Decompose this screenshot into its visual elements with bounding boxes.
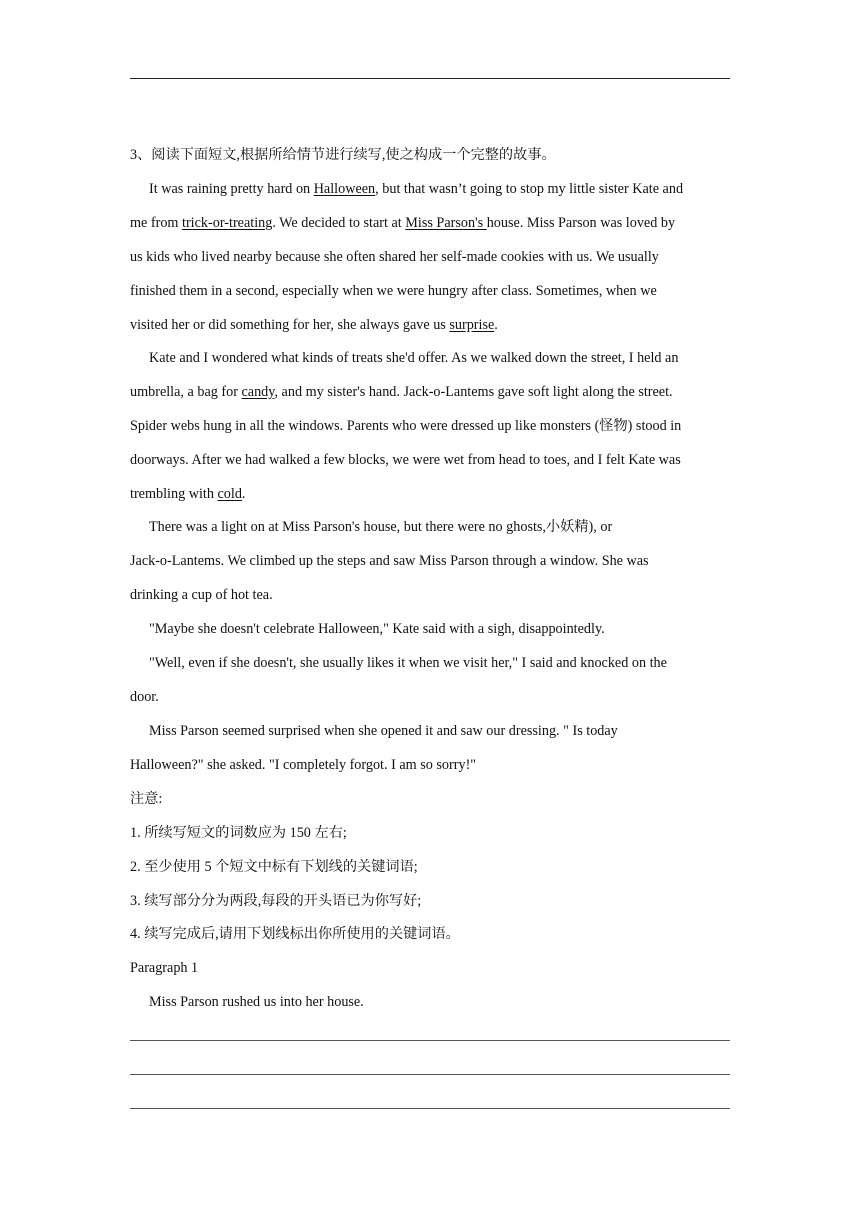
keyword-halloween: Halloween xyxy=(313,181,376,197)
passage-line: umbrella, a bag for candy, and my sister's hand. Jack-o-Lantems gave soft light along the street. xyxy=(130,384,673,400)
note-item: 2. 至少使用 5 个短文中标有下划线的关键词语; xyxy=(130,859,418,875)
passage-line: me from trick-or-treating. We decided to start at Miss Parson's house. Miss Parson was loved by xyxy=(130,215,676,231)
answer-line xyxy=(130,1108,730,1109)
answer-line xyxy=(130,1040,730,1041)
header-rule xyxy=(130,78,730,79)
paragraph-opening: Miss Parson rushed us into her house. xyxy=(149,994,364,1010)
keyword-surprise: surprise xyxy=(449,317,495,333)
paragraph-label: Paragraph 1 xyxy=(130,960,199,976)
keyword-cold: cold xyxy=(217,486,242,502)
passage-line: trembling with cold. xyxy=(130,486,246,502)
passage-line: Spider webs hung in all the windows. Parents who were dressed up like monsters (怪物) stood in xyxy=(130,418,682,434)
passage-line: It was raining pretty hard on Halloween, but that wasn’t going to stop my little sister Kate and xyxy=(149,181,684,197)
passage-line: us kids who lived nearby because she often shared her self-made cookies with us. We usually xyxy=(130,249,659,265)
passage-line: doorways. After we had walked a few blocks, we were wet from head to toes, and I felt Kate was xyxy=(130,452,681,468)
passage-line: visited her or did something for her, she always gave us surprise. xyxy=(130,317,498,333)
keyword-candy: candy xyxy=(241,384,275,400)
passage-line: Jack-o-Lantems. We climbed up the steps and saw Miss Parson through a window. She was xyxy=(130,553,649,569)
passage-line: door. xyxy=(130,689,159,705)
passage-line: Kate and I wondered what kinds of treats she'd offer. As we walked down the street, I held an xyxy=(149,350,679,366)
keyword-miss-parsons: Miss Parson's xyxy=(405,215,487,231)
question-heading: 3、阅读下面短文,根据所给情节进行续写,使之构成一个完整的故事。 xyxy=(130,147,556,163)
note-item: 1. 所续写短文的词数应为 150 左右; xyxy=(130,825,347,841)
passage-line: Halloween?" she asked. "I completely forgot. I am so sorry!" xyxy=(130,757,477,773)
passage-line: Miss Parson seemed surprised when she opened it and saw our dressing. " Is today xyxy=(149,723,618,739)
notes-title: 注意: xyxy=(130,791,163,807)
passage-line: drinking a cup of hot tea. xyxy=(130,587,273,603)
passage-line: "Maybe she doesn't celebrate Halloween," Kate said with a sigh, disappointedly. xyxy=(149,621,605,637)
note-item: 3. 续写部分分为两段,每段的开头语已为你写好; xyxy=(130,893,422,909)
passage-line: There was a light on at Miss Parson's house, but there were no ghosts,小妖精), or xyxy=(149,519,613,535)
passage-line: "Well, even if she doesn't, she usually likes it when we visit her," I said and knocked on the xyxy=(149,655,667,671)
answer-line xyxy=(130,1074,730,1075)
passage-line: finished them in a second, especially when we were hungry after class. Sometimes, when we xyxy=(130,283,657,299)
note-item: 4. 续写完成后,请用下划线标出你所使用的关键词语。 xyxy=(130,926,460,942)
keyword-trick-or-treating: trick-or-treating xyxy=(182,215,273,231)
